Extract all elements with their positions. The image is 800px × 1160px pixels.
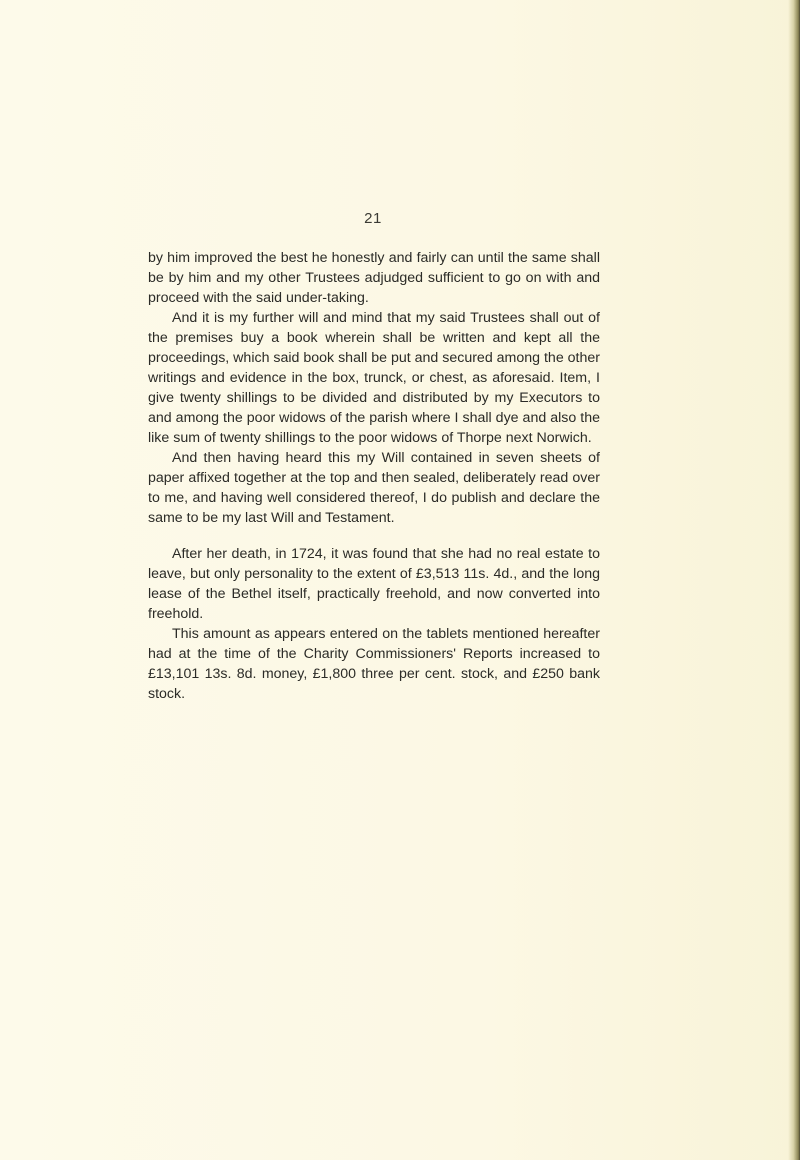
paragraph-3: And then having heard this my Will contained in seven sheets of paper affixed together at the top and then sealed, deliberately read over to me, and having well considered thereof, I do publish and declare the same to be my last Will and Testament. (148, 450, 600, 526)
paragraph-4: After her death, in 1724, it was found that she had no real estate to leave, but only personality to the extent of £3,513 11s. 4d., and the long lease of the Bethel itself, practically freehold, and now converted into freehold. (148, 546, 600, 622)
body-text (148, 248, 600, 704)
paragraph-1: by him improved the best he honestly and fairly can until the same shall be by him and my other Trustees adjudged sufficient to go on with and proceed with the said under-taking. (148, 250, 600, 306)
page-number: 21 (364, 210, 382, 227)
page-edge-shadow (788, 0, 800, 1160)
paragraph-2: And it is my further will and mind that my said Trustees shall out of the premises buy a book wherein shall be written and kept all the proceedings, which said book shall be put and secured among the other writings and evidence in the box, trunck, or chest, as aforesaid. Item, I give twenty shillings to be divided and distributed by my Executors to and among the poor widows of the parish where I shall dye and also the like sum of twenty shillings to the poor widows of Thorpe next Norwich. (148, 310, 600, 446)
paragraph-5: This amount as appears entered on the tablets mentioned hereafter had at the time of the Charity Commissioners' Reports increased to £13,101 13s. 8d. money, £1,800 three per cent. stock, and £250 bank stock. (148, 626, 600, 702)
